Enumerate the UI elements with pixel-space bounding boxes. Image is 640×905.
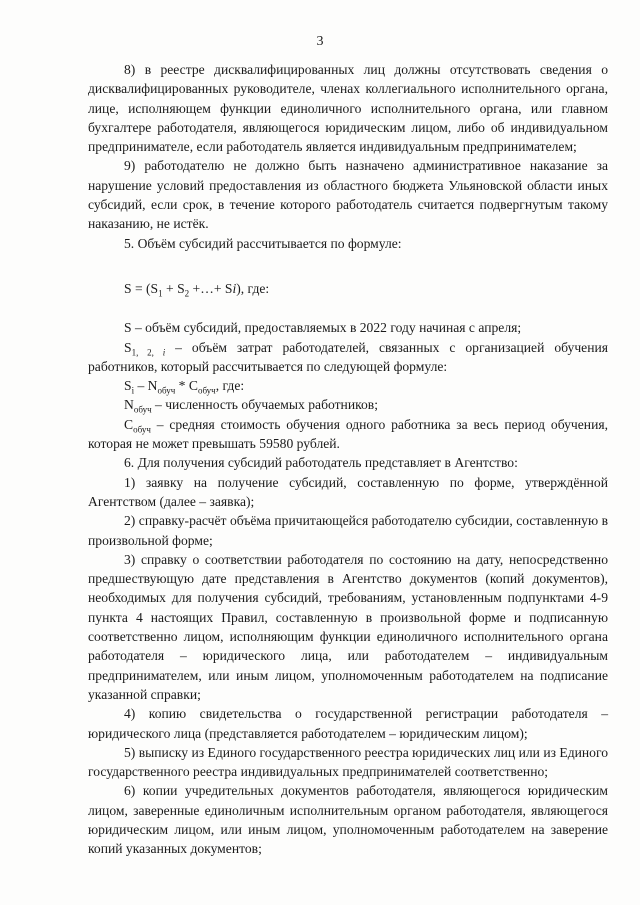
- si-definition-text: $S_{1, 2, i}$ – объём затрат работодателей, связанных с организацией обучения работников, который рассчитывается по следующей формуле:: [88, 339, 608, 374]
- list-item-3: 3) справку о соответствии работодателя по состоянию на дату, непосредственно предшествующую дате представления в Агентство документов (копий документов), необходимых для получения субсидий, требованиям, установленным подпунктами 4-9 пункта 4 настоящих Правил, составленную в произвольной форме и подписанную соответственно лицом, исполняющим функции единоличного исполнительного органа работодателя – юридического лица, или работодателем – индивидуальным предпринимателем, или иным лицом, уполномоченным работодателем на подписание указанной справки;: [88, 551, 608, 702]
- formula-text: $S = (S_1 + S_2$ +…+ Si), где:: [124, 280, 270, 299]
- n-definition-text: $N_{обуч}$ – численность обучаемых работников;: [124, 397, 378, 416]
- page-number: 3: [316, 34, 324, 49]
- list-item-4: 4) копию свидетельства о государственной регистрации работодателя – юридического лица (представляется работодателем – юридическим лицом);: [88, 706, 608, 741]
- list-item-6: 6) копии учредительных документов работодателя, являющегося юридическим лицом, заверенные единоличным исполнительным органом работодателя, являющегося юридическим лицом, или иным лицом, уполномоченным работодателем на заверение копий указанных документов;: [88, 783, 608, 857]
- paragraph-item-9: 9) работодателю не должно быть назначено административное наказание за нарушение условий предоставления из областного бюджета Ульяновской области иных субсидий, если срок, в течение которого работодатель считается подвергнутым такому наказанию, не истёк.: [88, 158, 608, 232]
- si-definition: [88, 338, 608, 377]
- document-body: [88, 60, 608, 859]
- s-definition: S – объём субсидий, предоставляемых в 2022 году начиная с апреля;: [124, 320, 522, 336]
- section-5-heading: 5. Объём субсидий рассчитывается по формуле:: [124, 235, 402, 251]
- list-item-1: 1) заявку на получение субсидий, составленную по форме, утверждённой Агентством (далее – заявка);: [88, 474, 608, 509]
- section-6-heading: 6. Для получения субсидий работодатель представляет в Агентство:: [124, 455, 518, 471]
- si-formula: [88, 376, 608, 395]
- list-item-2: 2) справку-расчёт объёма причитающейся работодателю субсидии, составленную в произвольной форме;: [88, 513, 608, 548]
- volume-formula: [88, 279, 608, 298]
- c-definition-text: $C_{обуч}$ – средняя стоимость обучения одного работника за весь период обучения, которая не может превышать 59580 рублей.: [88, 416, 608, 452]
- c-definition: [88, 415, 608, 454]
- si-formula-text: $S_i - N_{обуч} * C_{обуч}$, где:: [124, 378, 245, 396]
- list-item-5: 5) выписку из Единого государственного реестра юридических лиц или из Единого государственного реестра индивидуальных предпринимателей соответственно;: [88, 744, 608, 780]
- n-definition: [88, 395, 608, 414]
- paragraph-item-8: 8) в реестре дисквалифицированных лиц должны отсутствовать сведения о дисквалифицированных руководителе, членах коллегиального исполнительного органа, лице, исполняющем функции единоличного исполнительного органа, или главном бухгалтере работодателя, являющегося юридическим лицом, либо об индивидуальном предпринимателе, если работодатель является индивидуальным предпринимателем;: [88, 62, 608, 155]
